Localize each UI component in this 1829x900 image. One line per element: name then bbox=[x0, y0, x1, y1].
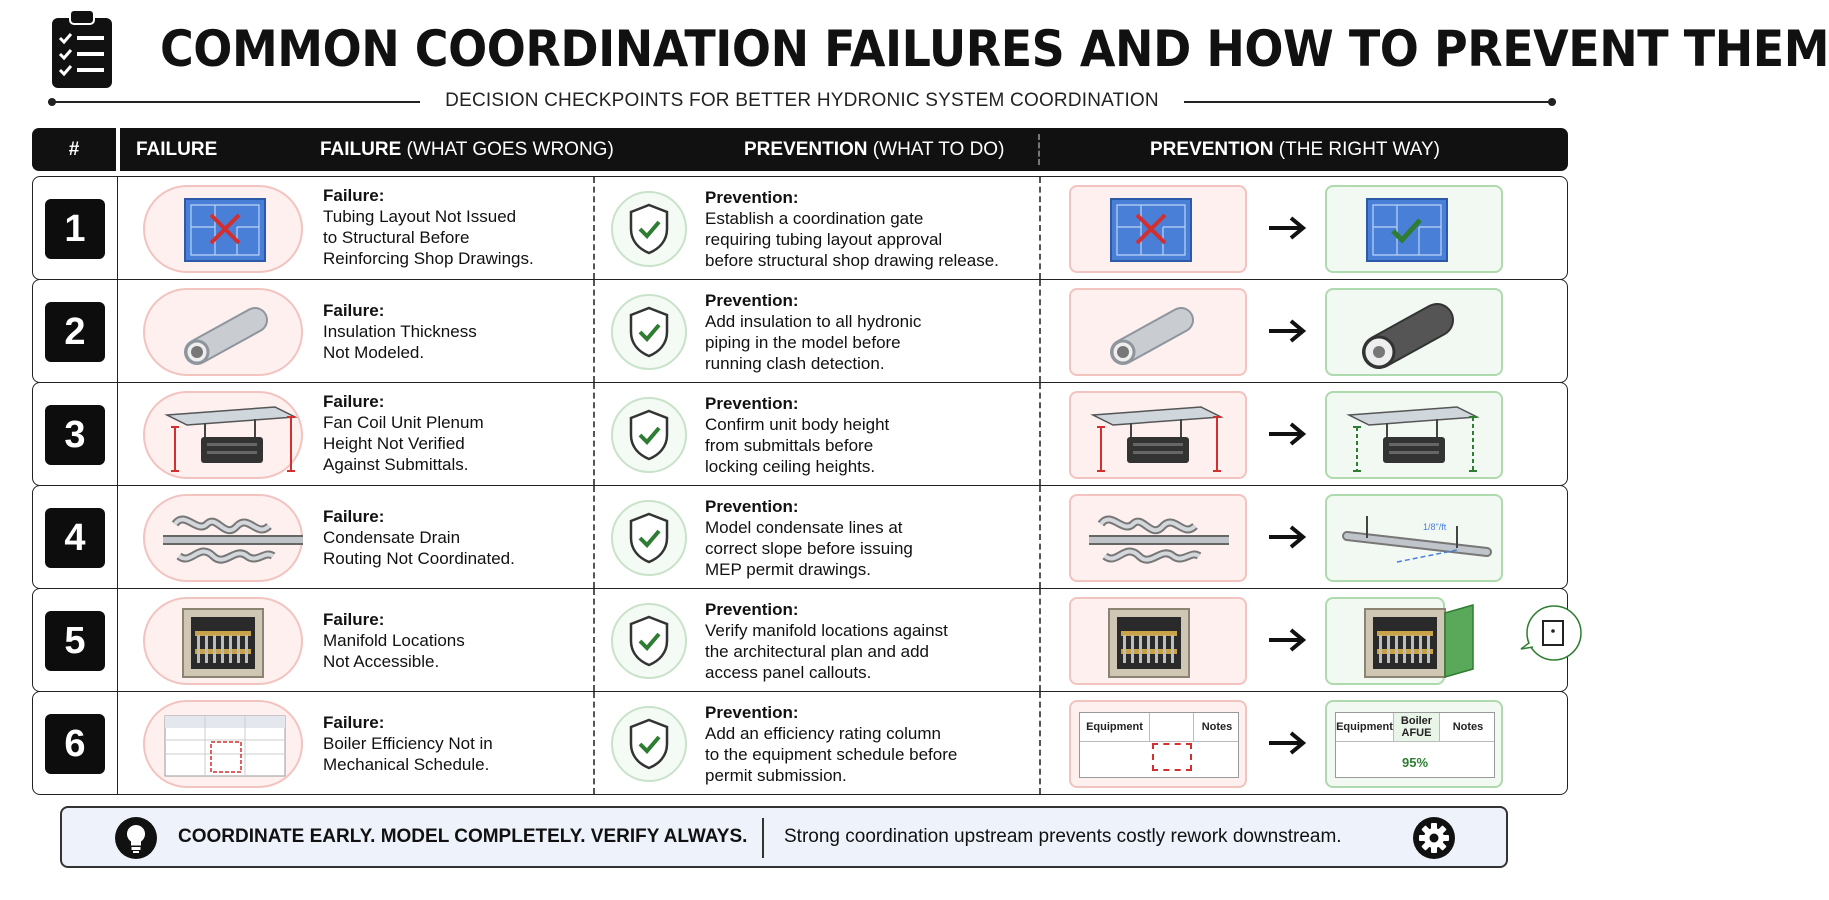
fan-coil-unit-icon bbox=[145, 393, 305, 481]
row-number: 4 bbox=[45, 508, 105, 568]
row-dashed-divider bbox=[1039, 383, 1041, 485]
prevention-line: from submittals before bbox=[705, 436, 874, 455]
arrow-right-icon bbox=[1265, 213, 1309, 243]
before-illustration bbox=[1069, 700, 1247, 788]
row-number: 5 bbox=[45, 611, 105, 671]
failure-label: Failure: bbox=[323, 610, 385, 629]
page-title: COMMON COORDINATION FAILURES AND HOW TO PREVENT THEM bbox=[160, 20, 1829, 78]
arrow-right-icon bbox=[1265, 728, 1309, 758]
row-number: 2 bbox=[45, 302, 105, 362]
table-row bbox=[32, 691, 1568, 795]
failure-line: Tubing Layout Not Issued bbox=[323, 207, 517, 226]
prevention-line: the architectural plan and add bbox=[705, 642, 929, 661]
shield-check-icon bbox=[613, 708, 685, 780]
failure-label: Failure: bbox=[323, 392, 385, 411]
prevention-text bbox=[705, 393, 889, 477]
pipe-icon bbox=[145, 290, 305, 378]
failure-text bbox=[323, 185, 534, 269]
failure-line: to Structural Before bbox=[323, 228, 470, 247]
shield-check-circle bbox=[611, 500, 687, 576]
header-columns bbox=[120, 128, 1568, 171]
manifold-cabinet-icon bbox=[145, 599, 305, 687]
prevention-line: to the equipment schedule before bbox=[705, 745, 958, 764]
header-failure-what: FAILURE (WHAT GOES WRONG) bbox=[320, 139, 614, 160]
drain-piping-icon-before bbox=[1071, 496, 1249, 584]
drain-piping-icon-after bbox=[1327, 496, 1505, 584]
row-divider bbox=[117, 589, 118, 691]
table-row bbox=[32, 588, 1568, 692]
prevention-label: Prevention: bbox=[705, 703, 799, 722]
fan-coil-unit-icon-after bbox=[1327, 393, 1505, 481]
prevention-label: Prevention: bbox=[705, 188, 799, 207]
schedule-col-afue: Boiler AFUE bbox=[1394, 713, 1440, 741]
failure-illustration bbox=[143, 288, 303, 376]
prevention-line: Add an efficiency rating column bbox=[705, 724, 941, 743]
failure-label: Failure: bbox=[323, 186, 385, 205]
after-illustration bbox=[1325, 288, 1503, 376]
failure-text bbox=[323, 391, 484, 475]
failure-line: Routing Not Coordinated. bbox=[323, 549, 515, 568]
schedule-col-equipment: Equipment bbox=[1080, 713, 1150, 741]
arrow-right-icon bbox=[1265, 625, 1309, 655]
row-divider bbox=[117, 383, 118, 485]
row-divider bbox=[117, 486, 118, 588]
schedule-col-notes: Notes bbox=[1452, 721, 1484, 733]
coordination-table bbox=[32, 176, 1568, 795]
drain-piping-icon bbox=[145, 496, 305, 584]
failure-text bbox=[323, 609, 465, 672]
manifold-cabinet-icon-before bbox=[1071, 599, 1249, 687]
failure-line: Condensate Drain bbox=[323, 528, 461, 547]
failure-illustration bbox=[143, 494, 303, 582]
fan-coil-unit-icon-before bbox=[1071, 393, 1249, 481]
shield-check-circle bbox=[611, 706, 687, 782]
prevention-text bbox=[705, 599, 948, 683]
failure-illustration bbox=[143, 597, 303, 685]
subtitle-row bbox=[48, 88, 1556, 116]
prevention-line: Add insulation to all hydronic bbox=[705, 312, 922, 331]
failure-line: Against Submittals. bbox=[323, 455, 469, 474]
prevention-text bbox=[705, 187, 999, 271]
prevention-line: Confirm unit body height bbox=[705, 415, 890, 434]
footer-motto: COORDINATE EARLY. MODEL COMPLETELY. VERIFY ALWAYS. bbox=[178, 826, 748, 847]
failure-illustration bbox=[143, 185, 303, 273]
row-dashed-divider bbox=[593, 177, 595, 279]
table-row bbox=[32, 382, 1568, 486]
row-number: 3 bbox=[45, 405, 105, 465]
prevention-line: access panel callouts. bbox=[705, 663, 872, 682]
gear-icon bbox=[1412, 816, 1456, 860]
arrow-right-icon bbox=[1265, 419, 1309, 449]
prevention-line: Establish a coordination gate bbox=[705, 209, 924, 228]
row-dashed-divider bbox=[1039, 486, 1041, 588]
manifold-cabinet-icon-after bbox=[1327, 599, 1505, 687]
before-illustration bbox=[1069, 391, 1247, 479]
schedule-table bbox=[1079, 712, 1239, 778]
schedule-col-missing bbox=[1150, 713, 1194, 741]
blueprint-icon bbox=[145, 187, 305, 275]
arrow-right-icon bbox=[1265, 522, 1309, 552]
pipe-icon-before bbox=[1071, 290, 1249, 378]
subtitle-rule-right bbox=[1184, 101, 1556, 103]
prevention-text bbox=[705, 496, 913, 580]
prevention-line: Model condensate lines at bbox=[705, 518, 903, 537]
after-illustration bbox=[1325, 494, 1503, 582]
row-dashed-divider bbox=[593, 383, 595, 485]
footer-banner bbox=[60, 806, 1508, 868]
failure-line: Not Modeled. bbox=[323, 343, 425, 362]
table-row bbox=[32, 176, 1568, 280]
blueprint-icon-before bbox=[1071, 187, 1249, 275]
prevention-line: requiring tubing layout approval bbox=[705, 230, 943, 249]
prevention-label: Prevention: bbox=[705, 497, 799, 516]
row-dashed-divider bbox=[593, 692, 595, 794]
failure-line: Height Not Verified bbox=[323, 434, 465, 453]
row-divider bbox=[117, 177, 118, 279]
after-illustration bbox=[1325, 597, 1445, 685]
failure-label: Failure: bbox=[323, 301, 385, 320]
before-illustration bbox=[1069, 597, 1247, 685]
shield-check-circle bbox=[611, 397, 687, 473]
subtitle-dot-right bbox=[1548, 98, 1556, 106]
row-dashed-divider bbox=[593, 486, 595, 588]
after-illustration bbox=[1325, 700, 1503, 788]
failure-text bbox=[323, 712, 493, 775]
row-divider bbox=[117, 692, 118, 794]
prevention-line: permit submission. bbox=[705, 766, 847, 785]
prevention-label: Prevention: bbox=[705, 394, 799, 413]
shield-check-icon bbox=[613, 399, 685, 471]
failure-line: Fan Coil Unit Plenum bbox=[323, 413, 484, 432]
table-header bbox=[32, 128, 1568, 171]
schedule-table-icon bbox=[145, 702, 305, 790]
prevention-text bbox=[705, 290, 921, 374]
pipe-icon-after bbox=[1327, 290, 1505, 378]
failure-line: Mechanical Schedule. bbox=[323, 755, 490, 774]
shield-check-icon bbox=[613, 605, 685, 677]
before-illustration bbox=[1069, 494, 1247, 582]
header-divider bbox=[1038, 134, 1040, 165]
failure-text bbox=[323, 300, 477, 363]
header-num: # bbox=[32, 128, 116, 171]
failure-label: Failure: bbox=[323, 507, 385, 526]
row-divider bbox=[117, 280, 118, 382]
arrow-right-icon bbox=[1265, 316, 1309, 346]
failure-illustration bbox=[143, 391, 303, 479]
row-dashed-divider bbox=[1039, 692, 1041, 794]
failure-illustration bbox=[143, 700, 303, 788]
row-dashed-divider bbox=[1039, 589, 1041, 691]
lightbulb-icon bbox=[114, 816, 158, 860]
prevention-line: correct slope before issuing bbox=[705, 539, 913, 558]
before-illustration bbox=[1069, 185, 1247, 273]
failure-line: Boiler Efficiency Not in bbox=[323, 734, 493, 753]
prevention-line: locking ceiling heights. bbox=[705, 457, 876, 476]
prevention-label: Prevention: bbox=[705, 600, 799, 619]
shield-check-icon bbox=[613, 502, 685, 574]
failure-text bbox=[323, 506, 515, 569]
schedule-afue-value: 95% bbox=[1402, 755, 1429, 770]
row-number: 1 bbox=[45, 199, 105, 259]
blueprint-icon-after bbox=[1327, 187, 1505, 275]
prevention-line: piping in the model before bbox=[705, 333, 901, 352]
after-illustration bbox=[1325, 391, 1503, 479]
failure-line: Insulation Thickness bbox=[323, 322, 477, 341]
missing-column-marker bbox=[1152, 743, 1192, 771]
prevention-label: Prevention: bbox=[705, 291, 799, 310]
shield-check-icon bbox=[613, 296, 685, 368]
failure-line: Reinforcing Shop Drawings. bbox=[323, 249, 534, 268]
prevention-line: before structural shop drawing release. bbox=[705, 251, 999, 270]
header-failure: FAILURE bbox=[136, 139, 218, 160]
row-number: 6 bbox=[45, 714, 105, 774]
row-dashed-divider bbox=[593, 589, 595, 691]
prevention-line: MEP permit drawings. bbox=[705, 560, 871, 579]
shield-check-circle bbox=[611, 191, 687, 267]
row-dashed-divider bbox=[1039, 280, 1041, 382]
after-illustration bbox=[1325, 185, 1503, 273]
footer-text: Strong coordination upstream prevents costly rework downstream. bbox=[784, 826, 1342, 847]
prevention-line: Verify manifold locations against bbox=[705, 621, 948, 640]
page-subtitle: DECISION CHECKPOINTS FOR BETTER HYDRONIC SYSTEM COORDINATION bbox=[445, 90, 1159, 111]
prevention-text bbox=[705, 702, 957, 786]
schedule-col-notes: Notes bbox=[1201, 721, 1233, 733]
failure-line: Not Accessible. bbox=[323, 652, 440, 671]
failure-line: Manifold Locations bbox=[323, 631, 465, 650]
row-dashed-divider bbox=[1039, 177, 1041, 279]
schedule-table bbox=[1335, 712, 1495, 778]
prevention-line: running clash detection. bbox=[705, 354, 885, 373]
failure-label: Failure: bbox=[323, 713, 385, 732]
shield-check-icon bbox=[613, 193, 685, 265]
row-dashed-divider bbox=[593, 280, 595, 382]
clipboard-checklist-icon bbox=[50, 8, 114, 90]
svg-text:1/8"/ft: 1/8"/ft bbox=[1423, 522, 1447, 532]
footer-divider bbox=[762, 818, 764, 858]
before-illustration bbox=[1069, 288, 1247, 376]
header-right-way: PREVENTION (THE RIGHT WAY) bbox=[1150, 139, 1440, 160]
shield-check-circle bbox=[611, 603, 687, 679]
shield-check-circle bbox=[611, 294, 687, 370]
schedule-col-equipment: Equipment bbox=[1336, 713, 1394, 741]
table-row bbox=[32, 485, 1568, 589]
table-row bbox=[32, 279, 1568, 383]
access-panel-callout-icon bbox=[1521, 603, 1583, 665]
header-prevention-what: PREVENTION (WHAT TO DO) bbox=[744, 139, 1005, 160]
